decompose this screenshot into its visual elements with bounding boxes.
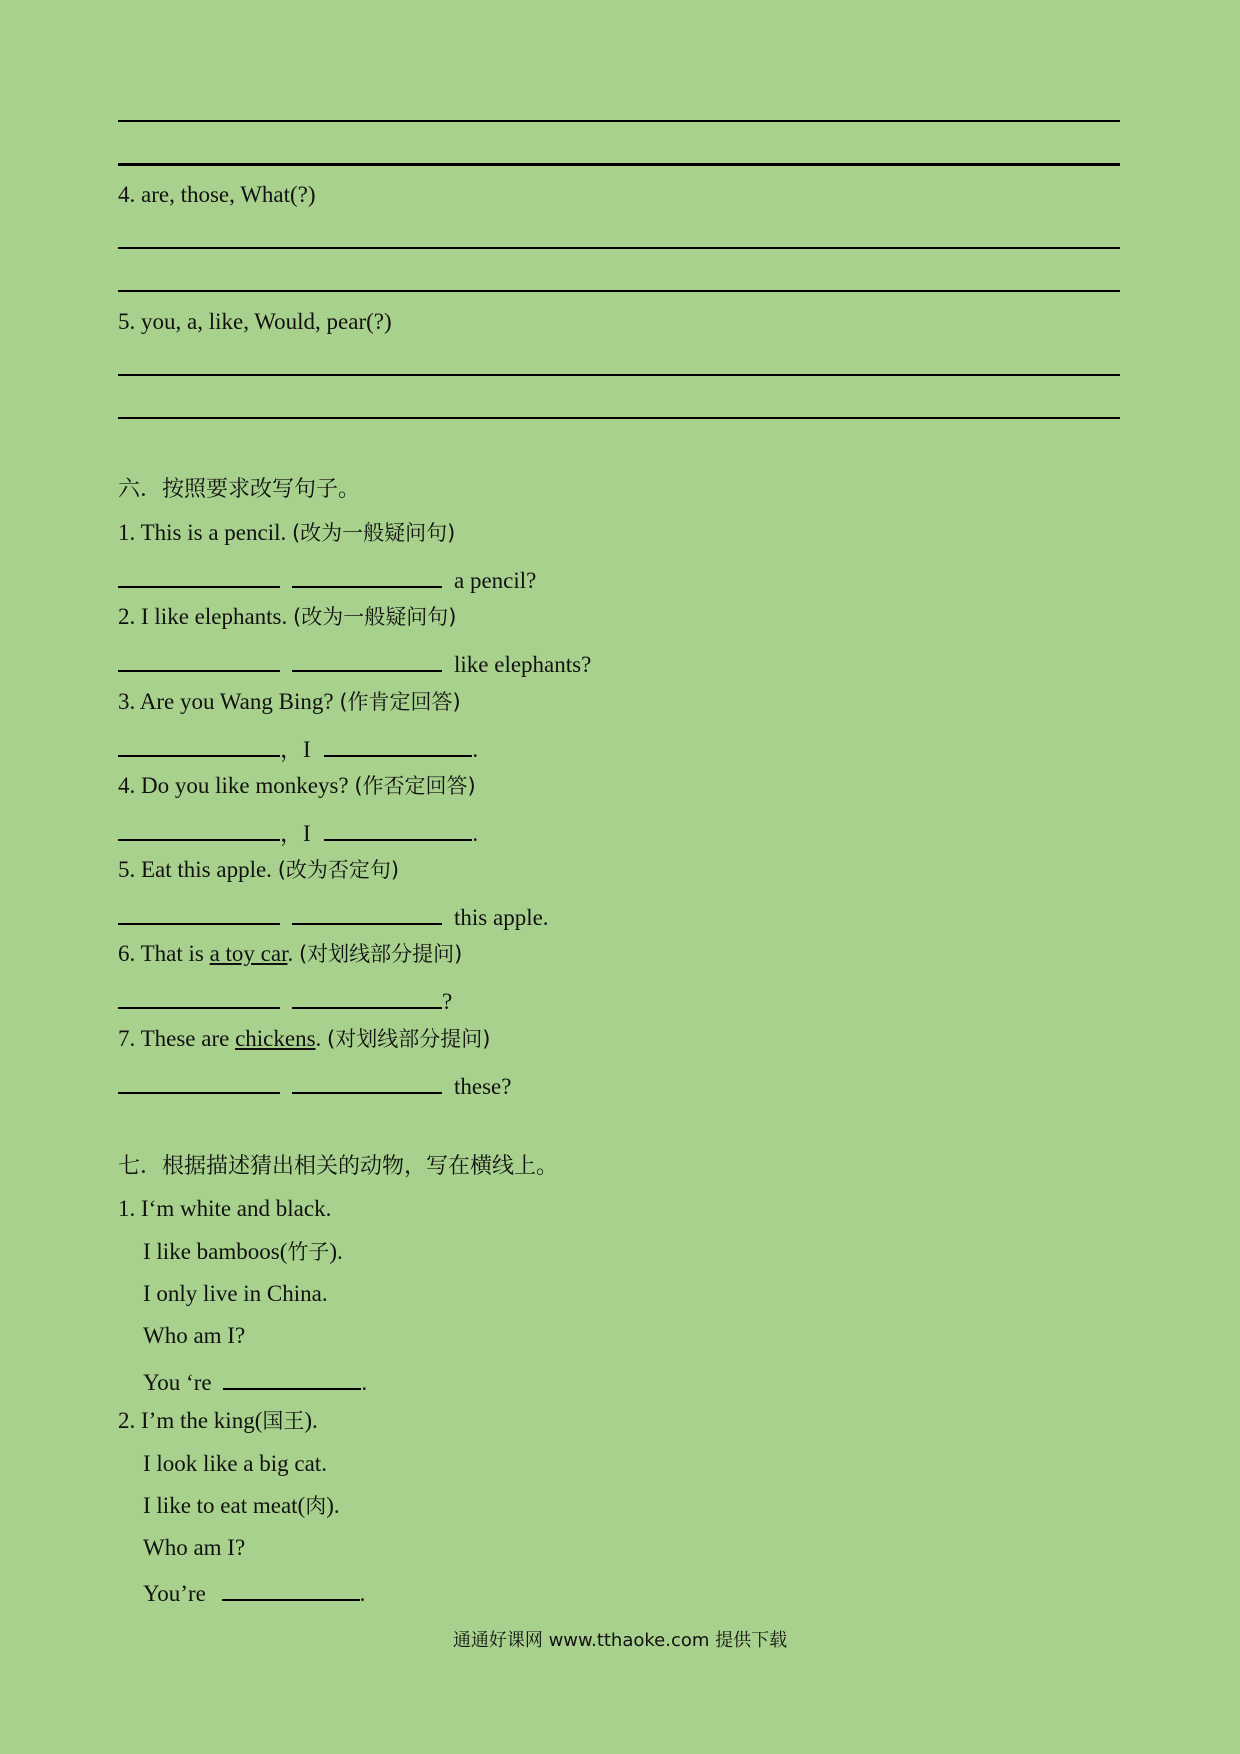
riddle-2-line-1: 2. I’m the king(国王). <box>118 1408 318 1433</box>
answer-blank[interactable] <box>118 899 280 925</box>
section6-answer-5: this apple. <box>118 899 549 933</box>
section6-item-1: 1. This is a pencil. (改为一般疑问句) <box>118 520 456 545</box>
answer-blank[interactable] <box>222 1575 360 1601</box>
section6-heading: 六．按照要求改写句子。 <box>118 477 361 502</box>
answer-blank[interactable] <box>118 731 280 757</box>
section6-answer-6: ? <box>118 983 452 1017</box>
answer-blank[interactable] <box>118 983 280 1009</box>
section6-answer-2: like elephants? <box>118 646 591 680</box>
section6-item-5: 5. Eat this apple. (改为否定句) <box>118 857 400 882</box>
answer-line[interactable] <box>118 120 1120 122</box>
riddle-2-line-3: I like to eat meat(肉). <box>143 1493 340 1518</box>
answer-line[interactable] <box>118 290 1120 292</box>
answer-blank[interactable] <box>292 562 442 588</box>
section7-heading: 七．根据描述猜出相关的动物，写在横线上。 <box>118 1154 559 1179</box>
answer-blank[interactable] <box>118 562 280 588</box>
answer-blank[interactable] <box>292 1068 442 1094</box>
section5-item-5: 5. you, a, like, Would, pear(?) <box>118 309 392 334</box>
answer-blank[interactable] <box>118 1068 280 1094</box>
answer-blank[interactable] <box>324 815 472 841</box>
riddle-1-line-4: Who am I? <box>143 1323 246 1348</box>
riddle-1-line-3: I only live in China. <box>143 1281 328 1306</box>
riddle-2-line-2: I look like a big cat. <box>143 1451 327 1476</box>
section6-item-6: 6. That is a toy car. (对划线部分提问) <box>118 941 463 966</box>
answer-blank[interactable] <box>223 1364 361 1390</box>
section6-item-3: 3. Are you Wang Bing? (作肯定回答) <box>118 689 461 714</box>
riddle-2-line-4: Who am I? <box>143 1535 246 1560</box>
section6-item-2: 2. I like elephants. (改为一般疑问句) <box>118 604 457 629</box>
riddle-2-answer: You’re . <box>143 1575 365 1609</box>
riddle-1-answer: You ‘re . <box>143 1364 367 1398</box>
answer-line[interactable] <box>118 374 1120 376</box>
riddle-1-line-1: 1. I‘m white and black. <box>118 1196 332 1221</box>
answer-line[interactable] <box>118 247 1120 249</box>
section6-answer-3: ，I . <box>118 731 478 765</box>
section6-answer-7: these? <box>118 1068 511 1102</box>
answer-line[interactable] <box>118 417 1120 419</box>
page-footer: 通通好课网 www.tthaoke.com 提供下载 <box>452 1630 788 1651</box>
riddle-1-line-2: I like bamboos(竹子). <box>143 1239 343 1264</box>
answer-blank[interactable] <box>292 899 442 925</box>
section6-item-7: 7. These are chickens. (对划线部分提问) <box>118 1026 491 1051</box>
answer-blank[interactable] <box>292 983 442 1009</box>
underlined-phrase: a toy car <box>209 941 288 966</box>
underlined-phrase: chickens <box>235 1026 316 1051</box>
answer-blank[interactable] <box>118 646 280 672</box>
answer-blank[interactable] <box>118 815 280 841</box>
answer-blank[interactable] <box>324 731 472 757</box>
answer-blank[interactable] <box>292 646 442 672</box>
answer-line[interactable] <box>118 163 1120 166</box>
section6-answer-4: ，I . <box>118 815 478 849</box>
section6-item-4: 4. Do you like monkeys? (作否定回答) <box>118 773 476 798</box>
section6-answer-1: a pencil? <box>118 562 536 596</box>
section5-item-4: 4. are, those, What(?) <box>118 182 316 207</box>
